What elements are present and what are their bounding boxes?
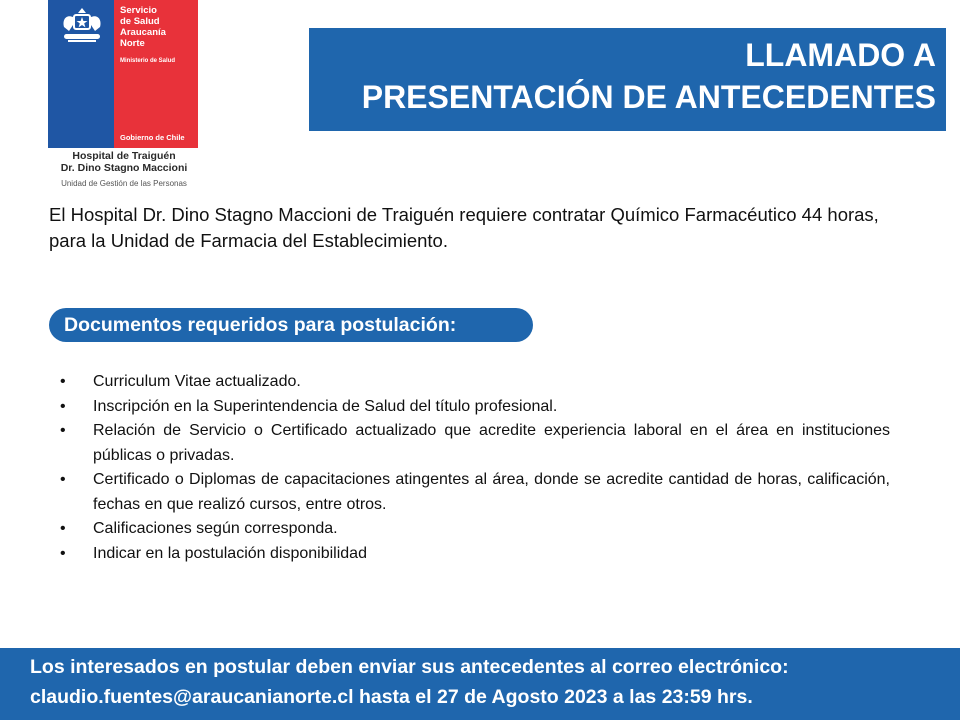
intro-paragraph: El Hospital Dr. Dino Stagno Maccioni de Traiguén requiere contratar Químico Farmacéutico 44 horas, para la Unidad de Farmacia del Establecimiento. <box>49 204 879 251</box>
footer-line-2: claudio.fuentes@araucanianorte.cl hasta el 27 de Agosto 2023 a las 23:59 hrs. <box>30 686 753 708</box>
logo-ministry: Ministerio de Salud <box>120 58 176 64</box>
list-item: • Certificado o Diplomas de capacitaciones atingentes al área, donde se acredite cantidad de horas, calificación, fechas en que realizó cursos, entre otros. <box>60 468 890 517</box>
logo-hospital-name: Hospital de Traiguén Dr. Dino Stagno Maccioni <box>60 150 188 174</box>
bullet-icon: • <box>60 520 66 537</box>
list-item: • Calificaciones según corresponda. <box>60 517 890 542</box>
bullet-icon: • <box>60 544 66 562</box>
list-item: • Indicar en la postulación disponibilidad <box>60 542 890 567</box>
hospital-logo <box>48 0 200 192</box>
logo-service-name: Servicio de Salud Araucanía Norte <box>120 5 166 49</box>
page-title <box>309 28 946 131</box>
footer-line-1: Los interesados en postular deben enviar sus antecedentes al correo electrónico: <box>30 656 789 678</box>
logo-flag <box>48 0 198 148</box>
bullet-icon: • <box>60 422 66 439</box>
bullet-icon: • <box>60 471 66 488</box>
logo-unit-name: Unidad de Gestión de las Personas <box>61 179 187 188</box>
footer-contact-banner <box>0 648 960 720</box>
requirements-heading: Documentos requeridos para postulación: <box>49 308 533 342</box>
coat-of-arms-icon <box>56 6 108 50</box>
list-item: • Curriculum Vitae actualizado. <box>60 370 890 395</box>
list-item: • Relación de Servicio o Certificado actualizado que acredite experiencia laboral en el área en instituciones públicas o privadas. <box>60 419 890 468</box>
requirements-list <box>60 370 890 566</box>
list-item: • Inscripción en la Superintendencia de Salud del título profesional. <box>60 395 890 420</box>
title-line-2: PRESENTACIÓN DE ANTECEDENTES <box>361 79 936 115</box>
title-line-1: LLAMADO A <box>745 37 936 73</box>
logo-flag-blue <box>48 0 114 148</box>
bullet-icon: • <box>60 397 66 415</box>
logo-flag-red <box>114 0 198 148</box>
logo-government: Gobierno de Chile <box>120 133 185 142</box>
bullet-icon: • <box>60 373 66 390</box>
